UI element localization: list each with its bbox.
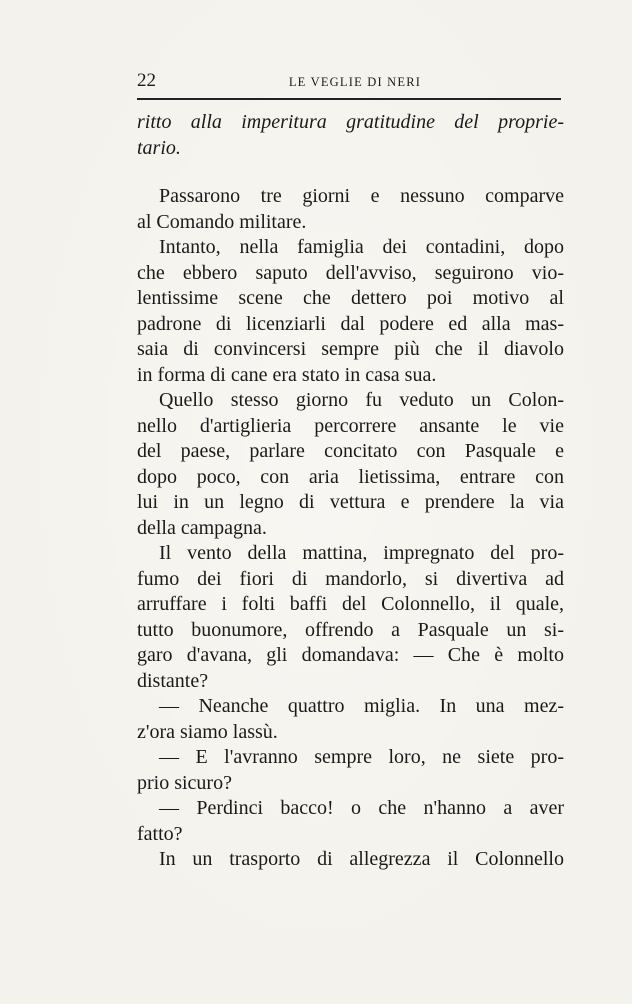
text-line: che ebbero saputo dell'avviso, seguirono vio- bbox=[137, 261, 564, 284]
text-line: fatto? bbox=[137, 822, 183, 845]
text-line: Il vento della mattina, impregnato del pro- bbox=[159, 542, 564, 564]
text-line: del paese, parlare concitato con Pasquale e bbox=[137, 440, 564, 462]
text-line: — Perdinci bacco! o che n'hanno a aver bbox=[159, 797, 564, 819]
text-line: lui in un legno di vettura e prendere la via bbox=[137, 491, 564, 513]
text-line: z'ora siamo lassù. bbox=[137, 720, 278, 743]
text-line: lentissime scene che dettero poi motivo al bbox=[137, 287, 564, 309]
text-line: ritto alla imperitura gratitudine del proprie- bbox=[137, 111, 564, 133]
text-line: al Comando militare. bbox=[137, 210, 307, 233]
text-line: — Neanche quattro miglia. In una mez- bbox=[159, 695, 564, 717]
page-header bbox=[137, 70, 561, 92]
text-line: arruffare i folti baffi del Colonnello, il quale, bbox=[137, 593, 564, 615]
text-line: Quello stesso giorno fu veduto un Colon- bbox=[159, 389, 564, 411]
text-line: garo d'avana, gli domandava: — Che è molto bbox=[137, 644, 564, 666]
paragraph-gap bbox=[137, 161, 564, 184]
text-line: — E l'avranno sempre loro, ne siete pro- bbox=[159, 746, 564, 768]
running-title: LE VEGLIE DI NERI bbox=[288, 75, 422, 89]
text-line: dopo poco, con aria lietissima, entrare con bbox=[137, 465, 564, 488]
page-number: 22 bbox=[137, 70, 156, 91]
text-line: Passarono tre giorni e nessuno comparve bbox=[159, 185, 564, 207]
text-line: tutto buonumore, offrendo a Pasquale un si- bbox=[137, 618, 564, 641]
text-line: Intanto, nella famiglia dei contadini, dopo bbox=[159, 236, 564, 258]
body-text bbox=[137, 110, 564, 873]
text-line: prio sicuro? bbox=[137, 771, 232, 794]
text-line: distante? bbox=[137, 669, 209, 692]
header-rule bbox=[137, 98, 561, 100]
text-line: saia di convincersi sempre più che il diavolo bbox=[137, 338, 564, 360]
text-line: In un trasporto di allegrezza il Colonnello bbox=[159, 848, 564, 870]
text-line: della campagna. bbox=[137, 516, 267, 539]
text-line: in forma di cane era stato in casa sua. bbox=[137, 363, 437, 386]
text-line: nello d'artiglieria percorrere ansante le vie bbox=[137, 414, 564, 437]
text-line: tario. bbox=[137, 136, 181, 159]
text-line: fumo dei fiori di mandorlo, si divertiva ad bbox=[137, 567, 564, 590]
text-line: padrone di licenziarli dal podere ed alla mas- bbox=[137, 312, 564, 335]
